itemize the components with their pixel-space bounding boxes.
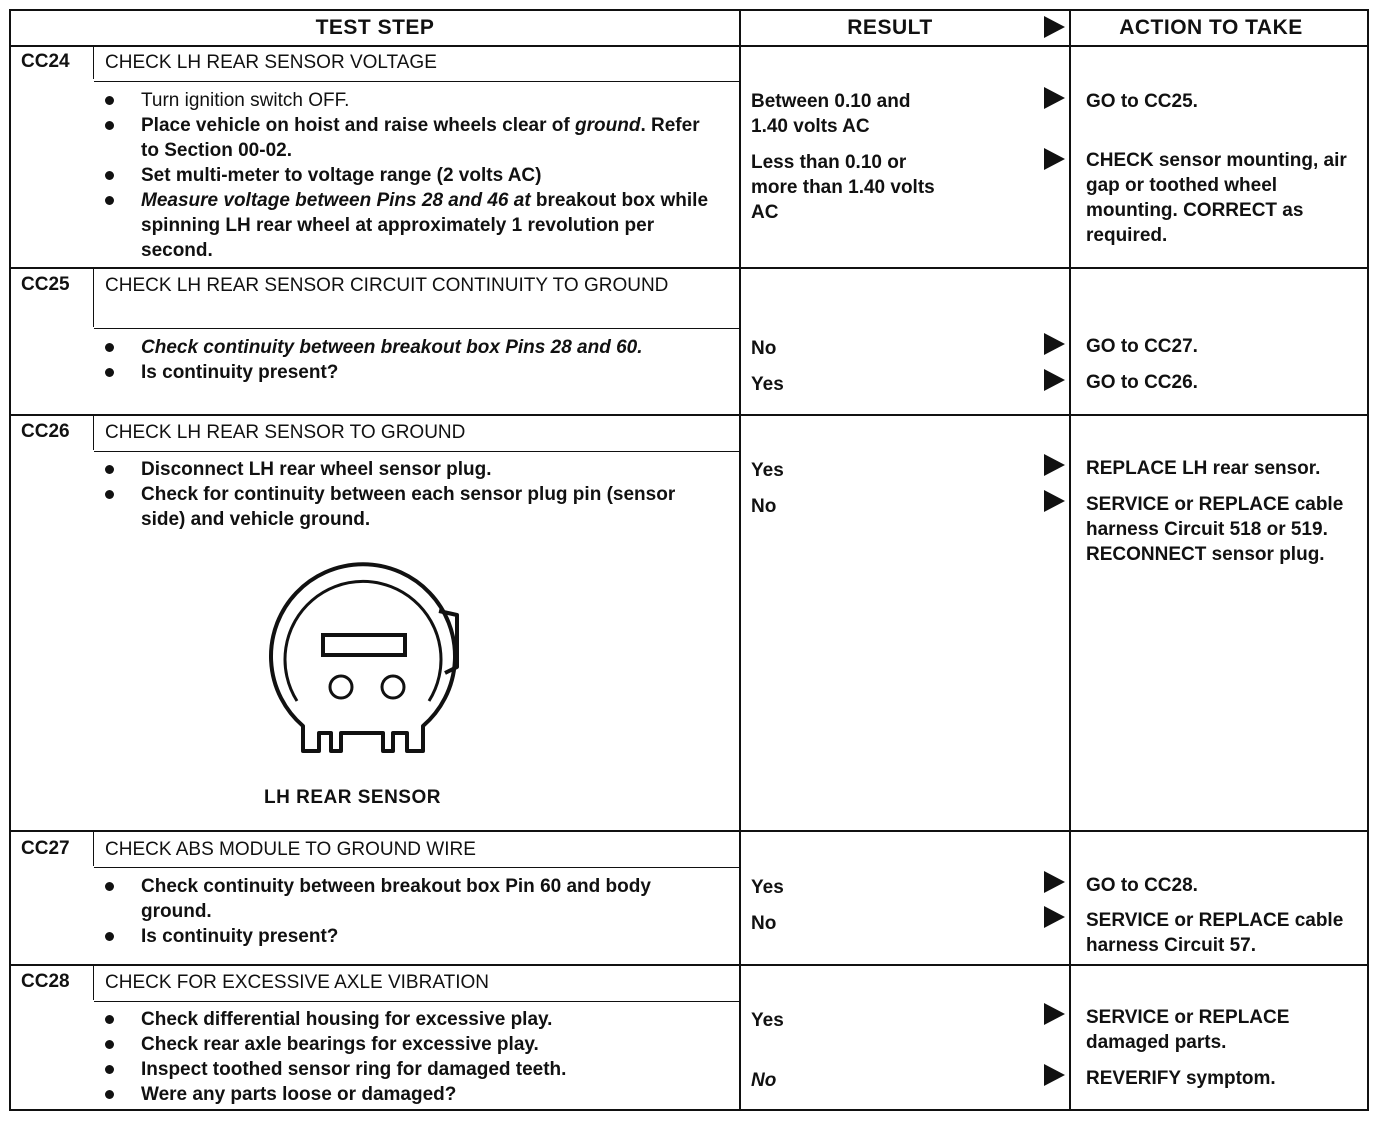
action-text: SERVICE or REPLACE damaged parts.	[1086, 1007, 1290, 1053]
bullet-icon	[105, 343, 114, 352]
row-divider	[11, 830, 1367, 832]
arrow-icon	[1044, 87, 1065, 109]
action-text: GO to CC25.	[1086, 91, 1198, 112]
step-item: Is continuity present?	[141, 924, 701, 949]
title-underline	[94, 1001, 739, 1002]
result-text: No	[751, 913, 777, 934]
result-text: Less than 0.10 or more than 1.40 volts AC	[751, 152, 935, 223]
title-underline	[94, 451, 739, 452]
arrow-icon	[1044, 1003, 1065, 1025]
step-title: CHECK LH REAR SENSOR CIRCUIT CONTINUITY TO GROUND	[105, 275, 669, 296]
bullet-icon	[105, 171, 114, 180]
bullet-icon	[105, 96, 114, 105]
step-item: Check for continuity between each sensor plug pin (sensor side) and vehicle ground.	[141, 482, 701, 532]
step-id: CC24	[21, 51, 70, 72]
title-underline	[94, 328, 739, 329]
step-item: Check continuity between breakout box Pins 28 and 60.	[141, 335, 721, 360]
header-result: RESULT	[847, 16, 933, 39]
title-underline	[94, 867, 739, 868]
step-title: CHECK LH REAR SENSOR TO GROUND	[105, 422, 466, 443]
step-item: Turn ignition switch OFF.	[141, 88, 721, 113]
step-title: CHECK FOR EXCESSIVE AXLE VIBRATION	[105, 972, 489, 993]
action-text: SERVICE or REPLACE cable harness Circuit 57.	[1086, 910, 1344, 956]
result-text: No	[751, 338, 777, 359]
bullet-icon	[105, 1065, 114, 1074]
connector-pin-left	[330, 676, 352, 698]
arrow-icon	[1044, 490, 1065, 512]
header-test-step: TEST STEP	[315, 16, 435, 39]
step-item: Check continuity between breakout box Pin 60 and body ground.	[141, 874, 701, 924]
result-text: Yes	[751, 374, 784, 395]
arrow-icon	[1044, 333, 1065, 355]
connector-slot	[323, 635, 405, 655]
result-text: No	[751, 1070, 777, 1091]
row-divider	[11, 267, 1367, 269]
step-item: Disconnect LH rear wheel sensor plug.	[141, 457, 701, 482]
step-list	[141, 335, 721, 385]
action-text: GO to CC26.	[1086, 372, 1198, 393]
action-text: REVERIFY symptom.	[1086, 1068, 1276, 1089]
figure-caption: LH REAR SENSOR	[264, 787, 441, 808]
result-text: Yes	[751, 1010, 784, 1031]
bullet-icon	[105, 1040, 114, 1049]
action-text: GO to CC28.	[1086, 875, 1198, 896]
row-divider	[11, 45, 1367, 47]
bullet-icon	[105, 490, 114, 499]
header-action: ACTION TO TAKE	[1119, 16, 1303, 39]
result-text: Yes	[751, 460, 784, 481]
arrow-icon	[1044, 454, 1065, 476]
bullet-icon	[105, 368, 114, 377]
result-text: Between 0.10 and 1.40 volts AC	[751, 91, 911, 137]
connector-inner-ring	[285, 581, 441, 701]
action-text: REPLACE LH rear sensor.	[1086, 458, 1321, 479]
step-id: CC26	[21, 421, 70, 442]
connector-pin-right	[382, 676, 404, 698]
step-item: Were any parts loose or damaged?	[141, 1082, 721, 1107]
arrow-icon	[1044, 1064, 1065, 1086]
arrow-icon	[1044, 16, 1065, 38]
arrow-icon	[1044, 369, 1065, 391]
result-text: Yes	[751, 877, 784, 898]
step-item: Is continuity present?	[141, 360, 721, 385]
arrow-icon	[1044, 148, 1065, 170]
action-text: GO to CC27.	[1086, 336, 1198, 357]
step-list	[141, 874, 701, 949]
bullet-icon	[105, 465, 114, 474]
bullet-icon	[105, 932, 114, 941]
row-divider	[11, 414, 1367, 416]
bullet-icon	[105, 882, 114, 891]
step-id: CC25	[21, 274, 70, 295]
step-title: CHECK ABS MODULE TO GROUND WIRE	[105, 839, 476, 860]
step-item: Set multi-meter to voltage range (2 volts AC)	[141, 163, 721, 188]
step-item: Check differential housing for excessive play.	[141, 1007, 721, 1032]
arrow-icon	[1044, 871, 1065, 893]
row-divider	[11, 964, 1367, 966]
column-divider	[739, 11, 741, 1109]
sensor-connector-diagram	[261, 551, 471, 781]
bullet-icon	[105, 1015, 114, 1024]
step-item: Measure voltage between Pins 28 and 46 at breakout box while spinning LH rear wheel at approximately 1 revolution per second.	[141, 188, 721, 263]
step-item: Inspect toothed sensor ring for damaged teeth.	[141, 1057, 721, 1082]
step-item: Check rear axle bearings for excessive play.	[141, 1032, 721, 1057]
action-text: CHECK sensor mounting, air gap or toothed wheel mounting. CORRECT as required.	[1086, 150, 1347, 246]
column-divider	[1069, 11, 1071, 1109]
step-list	[141, 457, 701, 532]
diagnostic-table	[9, 9, 1369, 1111]
bullet-icon	[105, 121, 114, 130]
title-underline	[94, 81, 739, 82]
step-item: Place vehicle on hoist and raise wheels clear of ground. Refer to Section 00-02.	[141, 113, 721, 163]
action-text: SERVICE or REPLACE cable harness Circuit 518 or 519. RECONNECT sensor plug.	[1086, 494, 1344, 565]
step-id: CC28	[21, 971, 70, 992]
bullet-icon	[105, 1090, 114, 1099]
bullet-icon	[105, 196, 114, 205]
result-text: No	[751, 496, 777, 517]
connector-outline	[271, 564, 455, 751]
step-id: CC27	[21, 838, 70, 859]
step-title: CHECK LH REAR SENSOR VOLTAGE	[105, 52, 437, 73]
step-list	[141, 1007, 721, 1107]
step-list	[141, 88, 721, 263]
arrow-icon	[1044, 906, 1065, 928]
